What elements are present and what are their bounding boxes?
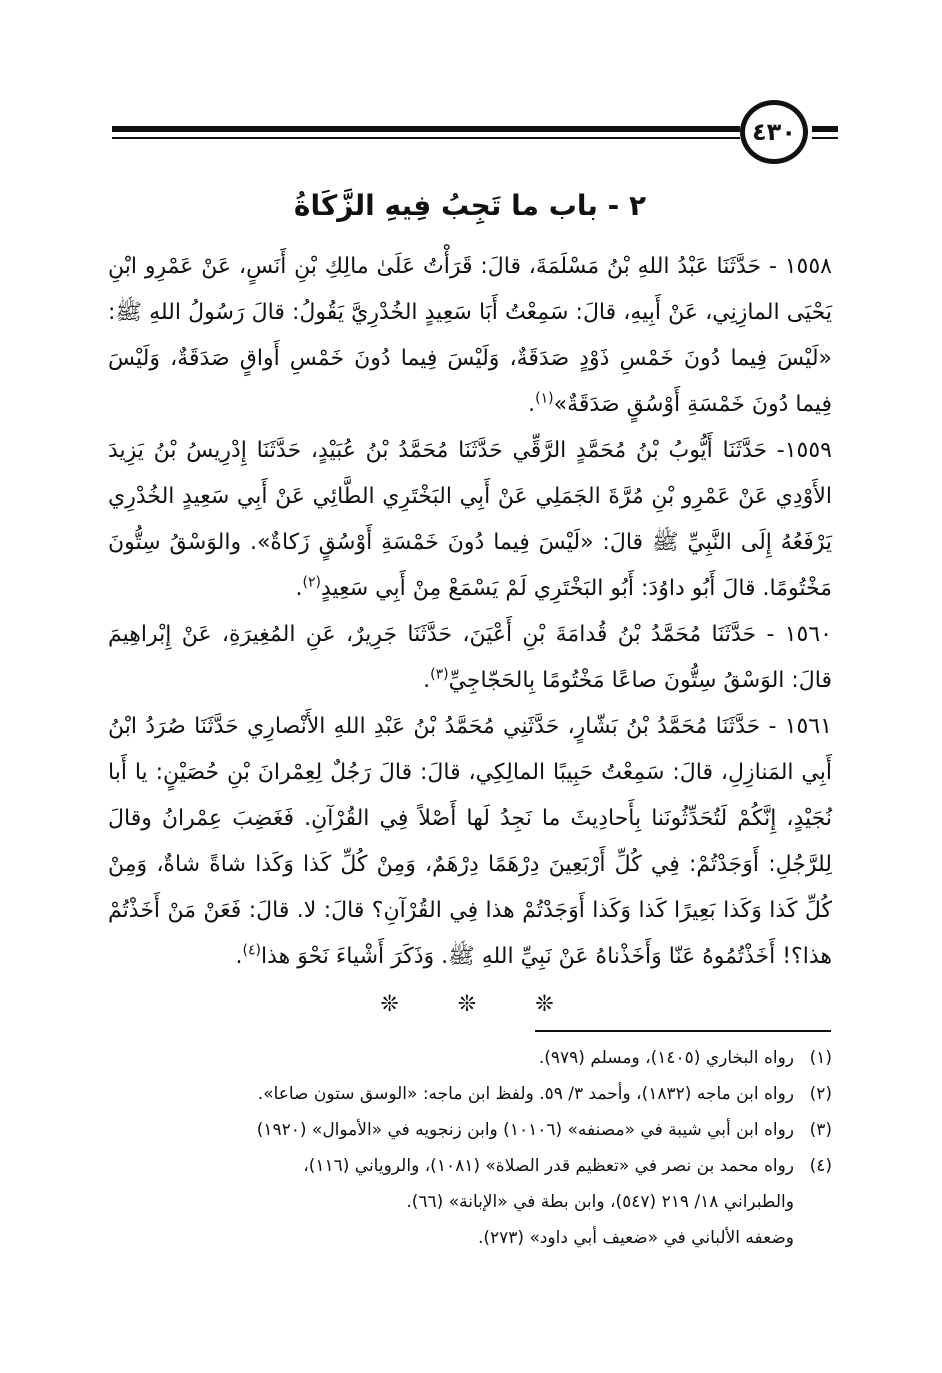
footnote-number: (١)	[809, 1048, 832, 1068]
footnote-text: رواه ابن أبي شيبة في «مصنفه» (١٠١٠٦) وابن زنجويه في «الأموال» (١٩٢٠)	[256, 1120, 794, 1140]
hadith-paragraph: ١٥٥٩- حَدَّثَنَا أَيُّوبُ بْنُ مُحَمَّدٍ الرَّقِّي حَدَّثَنَا مُحَمَّدُ بْنُ عُبَيْدٍ، حَدَّثَنَا إِدْرِيسُ بْنُ يَزِيدَ الأَوْدِي عَنْ عَمْرِو بْنِ مُرَّةَ الجَمَلِي عَنْ أَبِي البَخْتَرِي الطَّائِي عَنْ أَبِي سَعِيدٍ الخُدْرِي يَرْفَعُهُ إِلَى النَّبِيِّ ﷺ قالَ: «لَيْسَ فِيما دُونَ خَمْسَةِ أَوْسُقٍ زَكاةٌ». والوَسْقُ سِتُّونَ مَخْتُومًا. قالَ أَبُو داوُدَ: أَبُو البَخْتَرِي لَمْ يَسْمَعْ مِنْ أَبِي سَعِيدٍ$^{(٢)}$.	[108, 438, 832, 601]
page-number: ٤٣٠	[740, 100, 808, 164]
footnote-number: (٢)	[809, 1084, 832, 1104]
footnote-number: (٣)	[809, 1120, 832, 1140]
hadith-text: ١٥٥٩- حَدَّثَنَا أَيُّوبُ بْنُ مُحَمَّدٍ الرَّقِّي حَدَّثَنَا مُحَمَّدُ بْنُ عُبَيْدٍ، حَدَّثَنَا إِدْرِيسُ بْنُ يَزِيدَ الأَوْدِي عَنْ عَمْرِو بْنِ مُرَّةَ الجَمَلِي عَنْ أَبِي البَخْتَرِي الطَّائِي عَنْ أَبِي سَعِيدٍ الخُدْرِي يَرْفَعُهُ إِلَى النَّبِيِّ ﷺ قالَ: «لَيْسَ فِيما دُونَ خَمْسَةِ أَوْسُقٍ زَكاةٌ». والوَسْقُ سِتُّونَ مَخْتُومًا. قالَ أَبُو داوُدَ: أَبُو البَخْتَرِي لَمْ يَسْمَعْ مِنْ أَبِي سَعِيدٍ	[108, 438, 832, 601]
hadith-text: ١٥٥٨ - حَدَّثَنَا عَبْدُ اللهِ بْنُ مَسْلَمَةَ، قالَ: قَرَأْتُ عَلَىٰ مالِكِ بْنِ أَنَسٍ، عَنْ عَمْرِو ابْنِ يَحْيَى المازِنِي، عَنْ أَبِيهِ، قالَ: سَمِعْتُ أَبَا سَعِيدٍ الخُدْرِيَّ يَقُولُ: قالَ رَسُولُ اللهِ ﷺ: «لَيْسَ فِيما دُونَ خَمْسِ ذَوْدٍ صَدَقَةٌ، وَلَيْسَ فِيما دُونَ خَمْسِ أَواقٍ صَدَقَةٌ، وَلَيْسَ فِيما دُونَ خَمْسَةِ أَوْسُقٍ صَدَقَةٌ»	[108, 254, 832, 417]
footnote	[108, 1148, 832, 1184]
hadith-text: ١٥٦١ - حَدَّثَنَا مُحَمَّدُ بْنُ بَشّارٍ، حَدَّثَنِي مُحَمَّدُ بْنُ عَبْدِ اللهِ الأَنْصارِي حَدَّثَنَا صُرَدُ ابْنُ أَبِي المَنازِلِ، قالَ: سَمِعْتُ حَبِيبًا المالِكِي، قالَ: قالَ رَجُلٌ لِعِمْرانَ بْنِ حُصَيْنٍ: يا أَبا نُجَيْدٍ، إِنَّكُمْ لَتُحَدِّثُونَنا بِأَحادِيثَ ما نَجِدُ لَها أَصْلاً فِي القُرْآنِ. فَغَضِبَ عِمْرانُ وقالَ لِلرَّجُلِ: أَوَجَدْتُمْ: فِي كُلِّ أَرْبَعِينَ دِرْهَمًا دِرْهَمٌ، وَمِنْ كُلِّ كَذا وَكَذا شاةً شاةٌ، وَمِنْ كُلِّ كَذا وَكَذا بَعِيرًا كَذا وَكَذا أَوَجَدْتُمْ هذا فِي القُرْآنِ؟ قالَ: لا. قالَ: فَعَنْ مَنْ أَخَذْتُمْ هذا؟! أَخَذْتُمُوهُ عَنّا وَأَخَذْناهُ عَنْ نَبِيِّ اللهِ ﷺ. وَذَكَرَ أَشْياءَ نَحْوَ هذا	[108, 714, 832, 969]
footnote-ref: (٣)	[430, 666, 449, 683]
footnote-continuation: والطبراني ١٨/ ٢١٩ (٥٤٧)، وابن بطة في «الإبانة» (٦٦).	[406, 1192, 794, 1212]
footnote	[108, 1112, 832, 1148]
footnote-ref: (١)	[535, 390, 554, 407]
footnote	[108, 1076, 832, 1112]
footnote	[108, 1040, 832, 1076]
footnote-continuation: وضعفه الألباني في «ضعيف أبي داود» (٢٧٣).	[477, 1228, 794, 1248]
section-separator: ❊ ❊ ❊	[380, 992, 580, 1017]
header-rule-thin	[112, 137, 740, 139]
header-rule-tail-thin	[812, 137, 838, 139]
footnote-text: رواه البخاري (١٤٠٥)، ومسلم (٩٧٩).	[538, 1048, 794, 1068]
footnote-text: رواه ابن ماجه (١٨٣٢)، وأحمد ٣/ ٥٩. ولفظ ابن ماجه: «الوسق ستون صاعا».	[257, 1084, 794, 1104]
footnote-number: (٤)	[809, 1156, 832, 1176]
hadith-text: ١٥٦٠ - حَدَّثَنَا مُحَمَّدُ بْنُ قُدامَةَ بْنِ أَعْيَنَ، حَدَّثَنَا جَرِيرٌ، عَنِ المُغِيرَةِ، عَنْ إِبْراهِيمَ قالَ: الوَسْقُ سِتُّونَ صاعًا مَخْتُومًا بِالحَجّاجِيِّ	[108, 622, 832, 693]
hadith-paragraph: ١٥٦٠ - حَدَّثَنَا مُحَمَّدُ بْنُ قُدامَةَ بْنِ أَعْيَنَ، حَدَّثَنَا جَرِيرٌ، عَنِ المُغِيرَةِ، عَنْ إِبْراهِيمَ قالَ: الوَسْقُ سِتُّونَ صاعًا مَخْتُومًا بِالحَجّاجِيِّ$^{(٣)}$.	[108, 622, 832, 693]
footnote-ref: (٤)	[242, 942, 261, 959]
chapter-title: ٢ - باب ما تَجِبُ فِيهِ الزَّكَاةُ	[293, 189, 647, 222]
footnote-ref: (٢)	[302, 574, 321, 591]
footnote-divider	[535, 1030, 831, 1032]
header-rule-tail	[812, 126, 838, 132]
hadith-paragraph: ١٥٦١ - حَدَّثَنَا مُحَمَّدُ بْنُ بَشّارٍ، حَدَّثَنِي مُحَمَّدُ بْنُ عَبْدِ اللهِ الأَنْصارِي حَدَّثَنَا صُرَدُ ابْنُ أَبِي المَنازِلِ، قالَ: سَمِعْتُ حَبِيبًا المالِكِي، قالَ: قالَ رَجُلٌ لِعِمْرانَ بْنِ حُصَيْنٍ: يا أَبا نُجَيْدٍ، إِنَّكُمْ لَتُحَدِّثُونَنا بِأَحادِيثَ ما نَجِدُ لَها أَصْلاً فِي القُرْآنِ. فَغَضِبَ عِمْرانُ وقالَ لِلرَّجُلِ: أَوَجَدْتُمْ: فِي كُلِّ أَرْبَعِينَ دِرْهَمًا دِرْهَمٌ، وَمِنْ كُلِّ كَذا وَكَذا شاةً شاةٌ، وَمِنْ كُلِّ كَذا وَكَذا بَعِيرًا كَذا وَكَذا أَوَجَدْتُمْ هذا فِي القُرْآنِ؟ قالَ: لا. قالَ: فَعَنْ مَنْ أَخَذْتُمْ هذا؟! أَخَذْتُمُوهُ عَنّا وَأَخَذْناهُ عَنْ نَبِيِّ اللهِ ﷺ. وَذَكَرَ أَشْياءَ نَحْوَ هذا$^{(٤)}$.	[108, 714, 832, 969]
hadith-text-block	[108, 244, 832, 980]
footnotes	[108, 1040, 832, 1256]
hadith-paragraph: ١٥٥٨ - حَدَّثَنَا عَبْدُ اللهِ بْنُ مَسْلَمَةَ، قالَ: قَرَأْتُ عَلَىٰ مالِكِ بْنِ أَنَسٍ، عَنْ عَمْرِو ابْنِ يَحْيَى المازِنِي، عَنْ أَبِيهِ، قالَ: سَمِعْتُ أَبَا سَعِيدٍ الخُدْرِيَّ يَقُولُ: قالَ رَسُولُ اللهِ ﷺ: «لَيْسَ فِيما دُونَ خَمْسِ ذَوْدٍ صَدَقَةٌ، وَلَيْسَ فِيما دُونَ خَمْسِ أَواقٍ صَدَقَةٌ، وَلَيْسَ فِيما دُونَ خَمْسَةِ أَوْسُقٍ صَدَقَةٌ»$^{(١)}$.	[108, 254, 832, 417]
footnote-text: رواه محمد بن نصر في «تعظيم قدر الصلاة» (١٠٨١)، والروياني (١١٦)،	[303, 1156, 794, 1176]
header-rule	[112, 126, 740, 132]
